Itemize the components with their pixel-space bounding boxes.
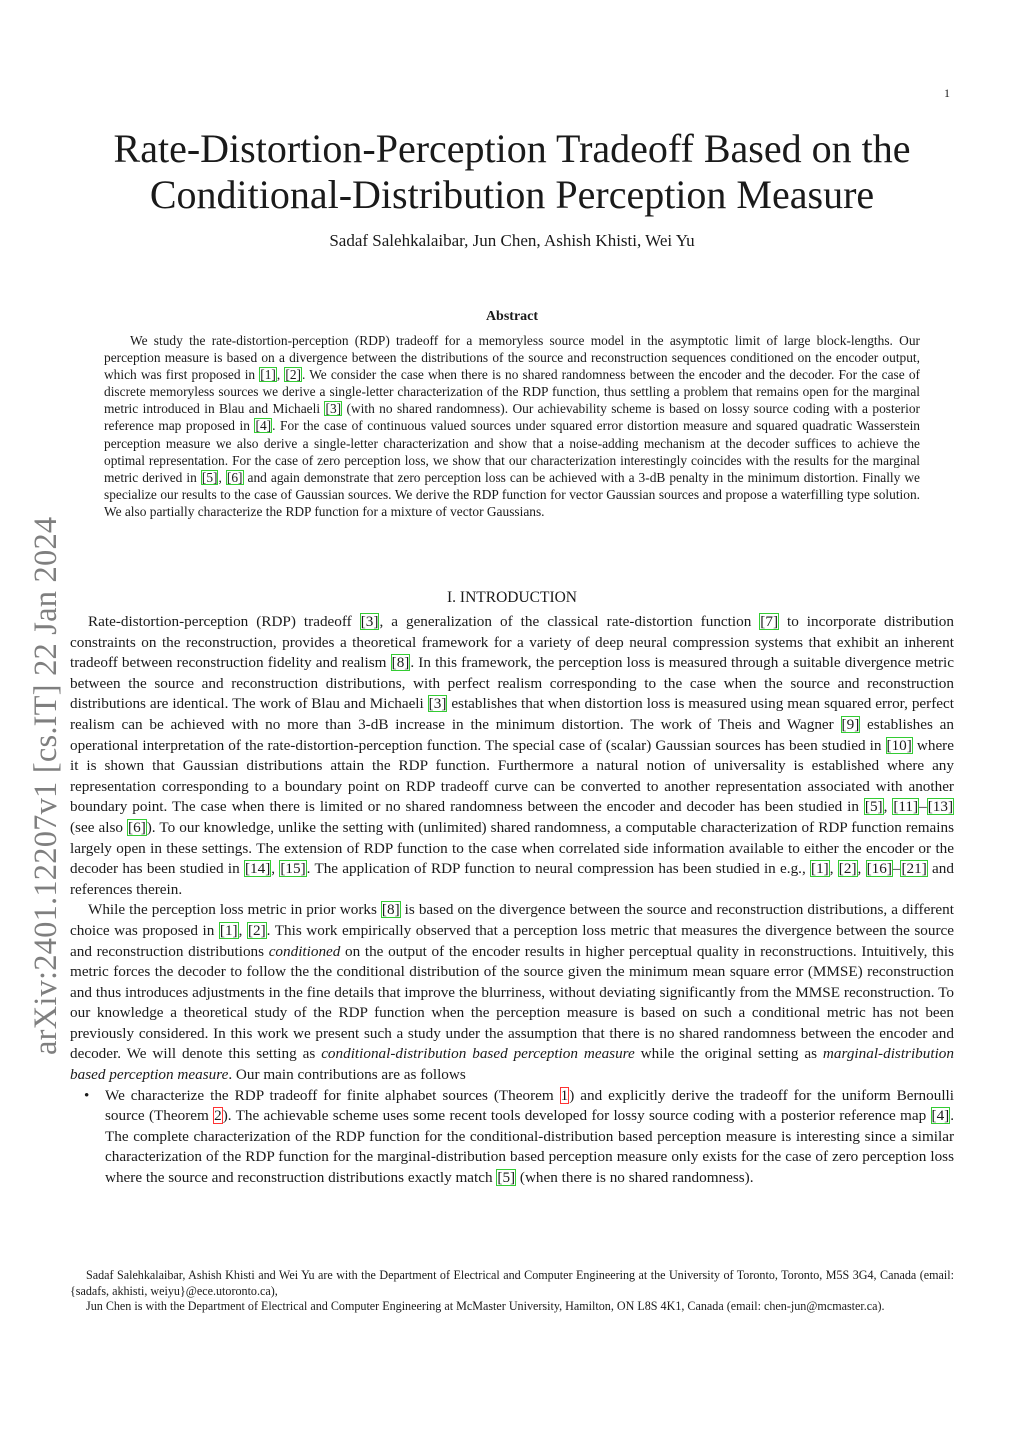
citation-link[interactable]: [5] <box>497 1169 516 1187</box>
citation-link[interactable]: [4] <box>931 1107 950 1125</box>
citation-link[interactable]: [9] <box>841 715 860 733</box>
author-list: Sadaf Salehkalaibar, Jun Chen, Ashish Khisti, Wei Yu <box>329 231 695 250</box>
citation-link[interactable]: [2] <box>285 367 301 383</box>
citation-link[interactable]: [8] <box>391 654 410 672</box>
citation-link[interactable]: [3] <box>325 401 342 417</box>
intro-paragraph-2: While the perception loss metric in prior works [8] is based on the divergence between the source and reconstruction distributions, a different choice was proposed in [1], [2]. This work empirically observed that a perception loss metric that measures the divergence between the source and reconstruction distributions conditioned on the output of the encoder results in higher perceptual quality in reconstructions. Intuitively, this metric forces the decoder to follow the the conditional distribution of the source given the minimum mean square error (MMSE) reconstruction and thus introduces adjustments in the fine details that improve the blurriness, without deviating significantly from the MMSE reconstruction. To our knowledge a theoretical study of the RDP function when the perception measure is based on such a conditional metric has not been previously considered. In this work we present such a study under the assumption that there is no shared randomness between the encoder and decoder. We will denote this setting as conditional-distribution based perception measure while the original setting as marginal-distribution based perception measure. Our main contributions are as follows <box>70 901 954 1084</box>
intro-paragraph-1: Rate-distortion-perception (RDP) tradeoff [3], a generalization of the classical rate-distortion function [7] to incorporate distribution constraints on the reconstruction, provides a theoretical framework for a variety of deep neural compression systems that exhibit an inherent tradeoff between reconstruction fidelity and realism [8]. In this framework, the perception loss is measured through a suitable divergence metric between the source and reconstruction distributions, with perfect realism corresponding to the case when the source and reconstruction distributions are identical. The work of Blau and Michaeli [3] establishes that when distortion loss is measured using mean squared error, perfect realism can be achieved with no more than 3-dB increase in the minimum distortion. The work of Theis and Wagner [9] establishes an operational interpretation of the rate-distortion-perception function. The special case of (scalar) Gaussian sources has been studied in [10] where it is shown that Gaussian distributions attain the RDP function. Furthermore a natural notion of universality is established where any representation corresponding to a boundary point on RDP tradeoff curve can be converted to another representation associated with another boundary point. The case when there is limited or no shared randomness between the encoder and decoder has been studied in [5], [11]–[13] (see also [6]). To our knowledge, unlike the setting with (unlimited) shared randomness, a computable characterization of RDP function remains largely open in these settings. The extension of RDP function to the case when correlated side information available to either the encoder or the decoder has been studied in [14], [15]. The application of RDP function to neural compression has been studied in e.g., [1], [2], [16]–[21] and references therein. <box>70 613 955 898</box>
citation-link[interactable]: [11] <box>893 798 919 816</box>
citation-link[interactable]: [3] <box>360 613 379 630</box>
theorem-reference-link[interactable]: 2 <box>214 1107 222 1125</box>
citation-link[interactable]: [5] <box>864 798 883 816</box>
citation-link[interactable]: [13] <box>927 798 953 816</box>
citation-link[interactable]: [1] <box>811 860 829 878</box>
citation-link[interactable]: [2] <box>247 921 266 939</box>
title-line-1: Rate-Distortion-Perception Tradeoff Based on the <box>113 126 911 171</box>
footnotes <box>70 1268 954 1315</box>
citation-link[interactable]: [6] <box>226 469 243 485</box>
citation-link[interactable]: [3] <box>428 695 447 713</box>
list-item: • We characterize the RDP tradeoff for finite alphabet sources (Theorem 1) and explicitly derive the tradeoff for the uniform Bernoulli source (Theorem 2). The achievable scheme uses some recent tools developed for lossy source coding with a posterior reference map [4]. The complete characterization of the RDP function for the conditional-distribution based perception measure is interesting since a similar characterization of the RDP function for the marginal-distribution based perception measure only exists for the case of zero perception loss where the source and reconstruction distributions exactly match [5] (when there is no shared randomness). <box>84 1086 955 1187</box>
theorem-reference-link[interactable]: 1 <box>560 1086 569 1104</box>
body-text <box>70 612 954 1189</box>
footnote-affiliation-1: Sadaf Salehkalaibar, Ashish Khisti and Wei Yu are with the Department of Electrical and Computer Engineering at the University of Toronto, Toronto, M5S 3G4, Canada (email:{sadafs, akhisti, weiyu}@ece.utoronto.ca), <box>70 1268 954 1298</box>
citation-link[interactable]: [1] <box>219 921 238 939</box>
bullet-icon: • <box>84 1086 90 1104</box>
citation-link[interactable]: [1] <box>260 367 276 383</box>
arxiv-identifier-stamp: arXiv:2401.12207v1 [cs.IT] 22 Jan 2024 <box>28 516 64 1055</box>
citation-link[interactable]: [8] <box>381 901 400 919</box>
citation-link[interactable]: [2] <box>838 860 857 878</box>
citation-link[interactable]: [4] <box>255 418 272 434</box>
citation-link[interactable]: [21] <box>901 860 927 878</box>
citation-link[interactable]: [5] <box>201 469 218 485</box>
page-number: 1 <box>944 86 950 100</box>
contributions-list <box>70 1086 954 1189</box>
abstract-heading: Abstract <box>485 309 539 324</box>
citation-link[interactable]: [14] <box>244 860 271 878</box>
paper-title <box>0 126 1024 218</box>
citation-link[interactable]: [7] <box>760 613 778 630</box>
abstract-body: We study the rate-distortion-perception (RDP) tradeoff for a memoryless source model in the asymptotic limit of large block-lengths. Our perception measure is based on a divergence between the distributions of the source and reconstruction sequences conditioned on the encoder output, which was first proposed in [1], [2]. We consider the case when there is no shared randomness between the encoder and the decoder. For the case of discrete memoryless sources we derive a single-letter characterization of the RDP function, thus settling a problem that remains open for the marginal metric introduced in Blau and Michaeli [3] (with no shared randomness). Our achievability scheme is based on lossy source coding with a posterior reference map proposed in [4]. For the case of continuous valued sources under squared error distortion measure and squared quadratic Wasserstein perception measure we also derive a single-letter characterization and show that a noise-adding mechanism at the decoder suffices to achieve the optimal representation. For the case of zero perception loss, we show that our characterization interestingly coincides with the results for the marginal metric derived in [5], [6] and again demonstrate that zero perception loss can be achieved with a 3-dB penalty in the minimum distortion. Finally we specialize our results to the case of Gaussian sources. We derive the RDP function for vector Gaussian sources and propose a waterfilling type solution. We also partially characterize the RDP function for a mixture of vector Gaussians. <box>104 333 920 519</box>
citation-link[interactable]: [6] <box>128 818 146 836</box>
citation-link[interactable]: [16] <box>866 860 892 878</box>
section-heading-introduction: I. INTRODUCTION <box>446 589 577 606</box>
citation-link[interactable]: [15] <box>280 860 306 878</box>
title-line-2: Conditional-Distribution Perception Measure <box>149 172 875 217</box>
footnote-affiliation-2: Jun Chen is with the Department of Electrical and Computer Engineering at McMaster University, Hamilton, ON L8S 4K1, Canada (email: chen-jun@mcmaster.ca). <box>86 1299 885 1314</box>
citation-link[interactable]: [10] <box>886 736 912 754</box>
